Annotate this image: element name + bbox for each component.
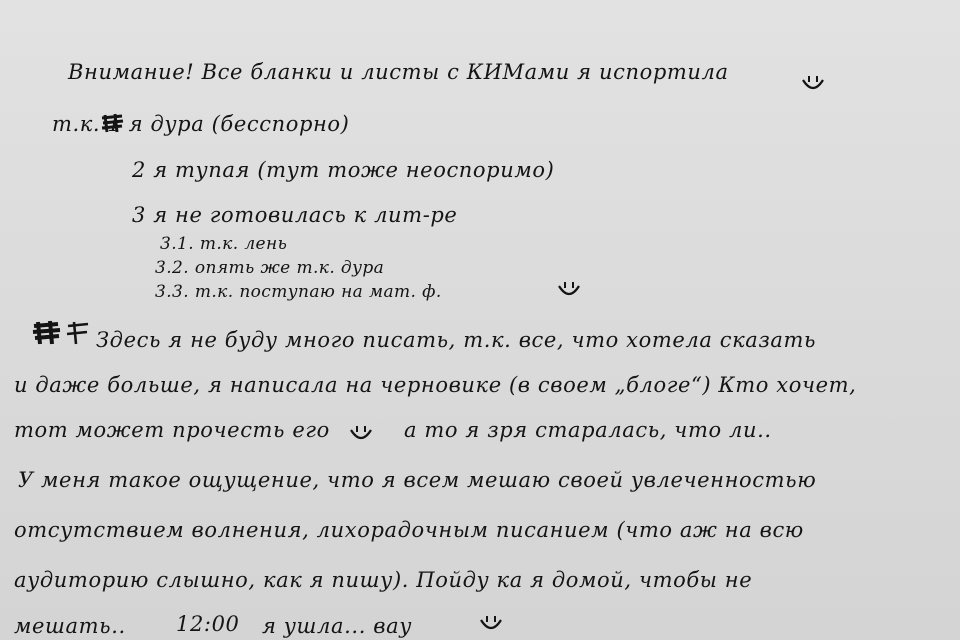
note-line-11: У меня такое ощущение, что я всем мешаю своей увлеченностью: [18, 468, 817, 492]
smiley-icon: [556, 280, 582, 300]
note-line-1: Внимание! Все бланки и листы с КИМами я испортила: [68, 60, 729, 84]
note-line-10b: а то я зря старалась, что ли..: [404, 418, 772, 442]
note-line-2: т.к. 1 я дура (бесспорно): [52, 112, 350, 136]
note-line-14: мешать..: [14, 614, 126, 638]
note-line-10: тот может прочесть его: [14, 418, 330, 442]
note-line-4: 3 я не готовилась к лит-ре: [132, 203, 458, 227]
note-line-13: аудиторию слышно, как я пишу). Пойду ка я домой, чтобы не: [14, 568, 753, 592]
smiley-icon: [348, 424, 374, 444]
note-line-12: отсутствием волнения, лихорадочным писанием (что аж на всю: [14, 518, 804, 542]
note-line-8: Здесь я не буду много писать, т.к. все, что хотела сказать: [96, 328, 817, 352]
smiley-icon: [478, 614, 504, 634]
note-line-7: 3.3. т.к. поступаю на мат. ф.: [155, 282, 442, 302]
note-time: 12:00: [176, 612, 240, 636]
scribble-mark-2: [30, 318, 92, 348]
note-line-5: 3.1. т.к. лень: [160, 234, 288, 254]
note-line-6: 3.2. опять же т.к. дура: [155, 258, 385, 278]
smiley-icon: [800, 74, 826, 94]
note-line-9: и даже больше, я написала на черновике (в своем „блоге“) Кто хочет,: [14, 373, 857, 397]
note-line-3: 2 я тупая (тут тоже неоспоримо): [132, 158, 555, 182]
note-line-14c: я ушла... вау: [262, 614, 412, 638]
